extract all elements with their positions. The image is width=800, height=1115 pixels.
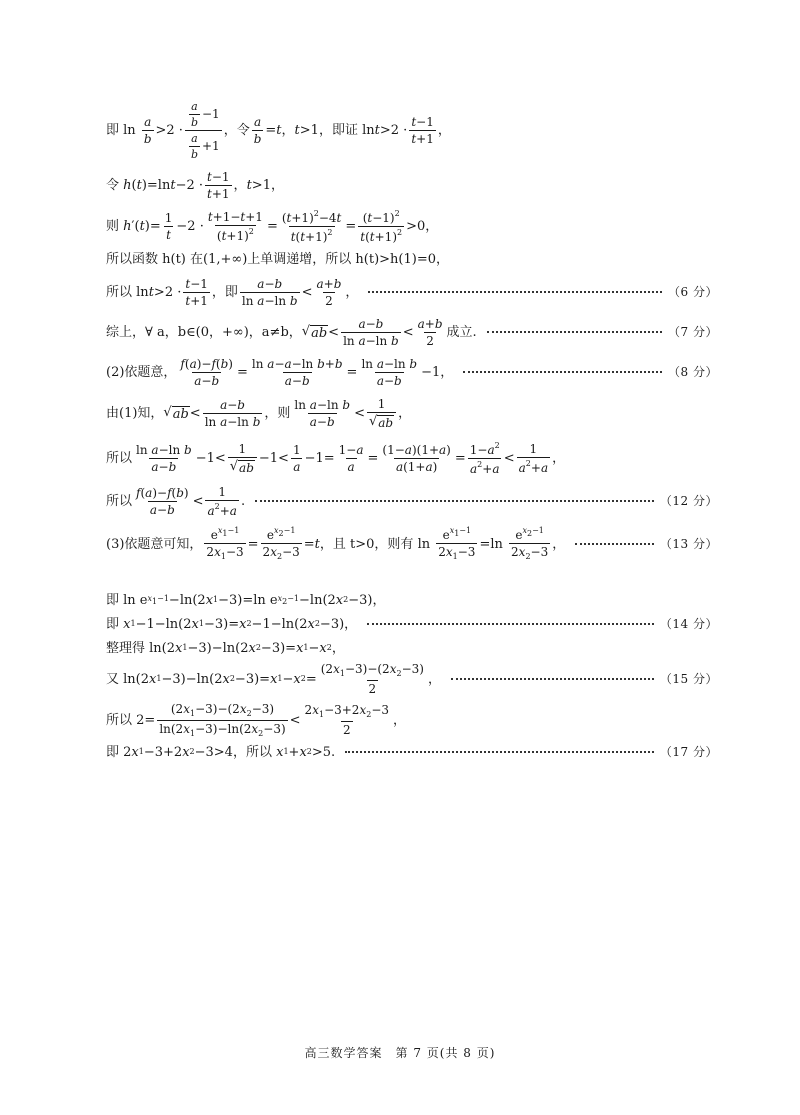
score-label: （17 分）	[659, 745, 718, 759]
formula: x 1 + x 2 >5.	[276, 744, 336, 760]
formula: √ ab < $\frac{a-b}{\text{ln a−ln b}}$	[163, 397, 261, 429]
line-text: 即	[106, 592, 120, 608]
line-text: 所以	[106, 712, 133, 728]
dotted-leader	[367, 623, 654, 625]
dotted-leader	[575, 543, 654, 545]
solution-line-15	[106, 662, 718, 696]
dotted-leader	[463, 371, 662, 373]
line-text: ，	[437, 122, 451, 138]
dotted-leader	[345, 751, 654, 753]
line-text: ，令	[223, 122, 250, 138]
solution-line-7	[106, 356, 718, 388]
formula: ln e $x_1-1$ −ln(2 x 1 −3)=ln e $x_2-1$ −ln(2 x 2 −3)，	[119, 592, 386, 608]
solution-line-5	[106, 276, 718, 308]
formula: 2 x 1 −3+2 x 2 −3>4	[119, 744, 233, 760]
line-text: 所以函数 h(t) 在(1,+∞)上单调递增，所以 h(t)>h(1)=0，	[106, 251, 449, 267]
solution-line-2: 令 h ( t )=ln t −2 · $\frac{t-1}{t+1}$ ， t >1 ，	[106, 169, 284, 201]
solution-line-13	[106, 614, 718, 634]
score-label: （8 分）	[668, 365, 718, 379]
line-text: 即	[106, 616, 120, 632]
solution-line-6	[106, 316, 718, 348]
solution-line-14	[106, 638, 718, 658]
solution-line-11	[106, 526, 718, 562]
line-text: 即	[106, 744, 120, 760]
formula: √ ab < $\frac{a-b}{\text{ln a−ln b}}$ < $\frac{a+b}{2}$	[301, 316, 443, 348]
line-text: 即	[106, 122, 120, 138]
line-text: ，	[233, 177, 247, 193]
formula: $\frac{f(a)-f(b)}{a-b}$ = $\frac{\text{ln a−a−ln b+b}}{a-b}$ = $\frac{\text{ln a−ln b}}{a-b}$ −1，	[180, 356, 454, 388]
score-label: （14 分）	[659, 617, 718, 631]
score-label: （15 分）	[659, 672, 718, 686]
formula: $\frac{a}{b}$ = t	[253, 114, 282, 146]
dotted-leader	[368, 291, 662, 293]
line-text: (3)依题意可知，	[106, 536, 203, 552]
score-label: （6 分）	[668, 285, 718, 299]
line-text: ，即证	[318, 122, 358, 138]
line-text: (2)依题意，	[106, 364, 177, 380]
formula: ln t >2 · $\frac{t-1}{t+1}$	[357, 114, 434, 146]
solution-line-4	[106, 250, 718, 268]
solution-line-9	[106, 440, 718, 476]
line-text: 则	[106, 218, 120, 234]
line-text: 所以	[106, 284, 133, 300]
formula: $\frac{\text{ln a−ln b}}{a-b}$ −1< 1 √ ab −1< $\frac{1}{a}$ −1= $\frac{1-a}{a}$ = $\frac{(1-a)(1+a)}{a(1+a)}$ = $\frac{1-a^2}{a^2+a}$ < $\frac{1}{a^2+a}$	[136, 440, 549, 476]
line-text: ，即	[211, 284, 238, 300]
formula: x 1 −1−ln(2 x 1 −3)= x 2 −1−ln(2 x 2 −3)，	[123, 616, 358, 632]
score-label: （7 分）	[668, 325, 718, 339]
line-text: 所以	[106, 493, 133, 509]
line-text: ，且 t>0，则有	[319, 536, 414, 552]
solution-line-1	[106, 98, 718, 162]
line-text: 令	[106, 177, 120, 193]
formula: ln $\frac{e^{x_1-1}}{2x_1-3}$ =ln $\frac{e^{x_2-1}}{2x_2-3}$ ，	[413, 526, 566, 561]
line-text: ，则	[264, 405, 291, 421]
dotted-leader	[255, 500, 654, 502]
line-text: ，所以	[232, 744, 272, 760]
formula: 2= $\frac{(2x_1-3)-(2x_2-3)}{\ln(2x_1-3)-\ln(2x_2-3)}$ < $\frac{2x_1-3+2x_2-3}{2}$ ，	[132, 701, 407, 738]
formula: $\frac{e^{x_1-1}}{2x_1-3}$ = $\frac{e^{x_2-1}}{2x_2-3}$ = t	[206, 526, 320, 561]
line-text: ，	[281, 122, 295, 138]
formula: h ′( t )= $\frac{1}{t}$ −2 · $\frac{t+1-t+1}{(t+1)^2}$ = $\frac{(t+1)^2-4t}{t(t+1)^2}$ = $\frac{(t-1)^2}{t(t+1)^2}$ >0	[123, 208, 426, 244]
line-text: ，	[552, 450, 566, 466]
line-text: 所以	[106, 450, 133, 466]
score-label: （13 分）	[659, 537, 718, 551]
score-label: （12 分）	[659, 494, 718, 508]
solution-line-12	[106, 590, 718, 610]
line-text: ，	[425, 218, 439, 234]
formula: $\frac{f(a)-f(b)}{a-b}$ < $\frac{1}{a^2+a}$ .	[136, 484, 246, 518]
formula: t >1	[294, 122, 319, 138]
line-text: 又	[106, 671, 120, 687]
formula: ln(2 x 1 −3)−ln(2 x 2 −3)= x 1 − x 2 = $\frac{(2x_1-3)-(2x_2-3)}{2}$ ，	[119, 662, 441, 696]
solution-line-10	[106, 484, 718, 518]
line-text: ，	[398, 405, 412, 421]
formula: $\frac{a-b}{\text{ln a−ln b}}$ < $\frac{a+b}{2}$ ，	[241, 276, 359, 308]
formula: ln $\frac{a}{b}$ >2 · $\frac{a}{b}$ −1 $\frac{a}{b}$ +1	[119, 99, 220, 161]
page-footer: 高三数学答案 第 7 页(共 8 页)	[304, 1046, 496, 1060]
solution-line-8	[106, 396, 718, 430]
dotted-leader	[487, 331, 662, 333]
line-text: 由(1)知，	[106, 405, 164, 421]
line-text: 综上，∀ a，b∈(0，+∞)，a≠b，	[106, 324, 302, 340]
formula: ln(2 x 1 −3)−ln(2 x 2 −3)= x 1 − x 2 ，	[145, 640, 345, 656]
line-text: 整理得	[106, 640, 146, 656]
dotted-leader	[451, 678, 654, 680]
formula: ln t >2 · $\frac{t-1}{t+1}$	[132, 276, 208, 308]
formula: t >1	[246, 177, 271, 193]
formula: h ( t )=ln t −2 · $\frac{t-1}{t+1}$	[123, 169, 230, 201]
line-text: 成立.	[446, 324, 477, 340]
solution-line-3	[106, 210, 718, 242]
solution-line-17	[106, 742, 718, 762]
solution-line-16	[106, 702, 718, 738]
formula: $\frac{\text{ln a−ln b}}{a-b}$ < 1 √ ab	[290, 398, 398, 429]
